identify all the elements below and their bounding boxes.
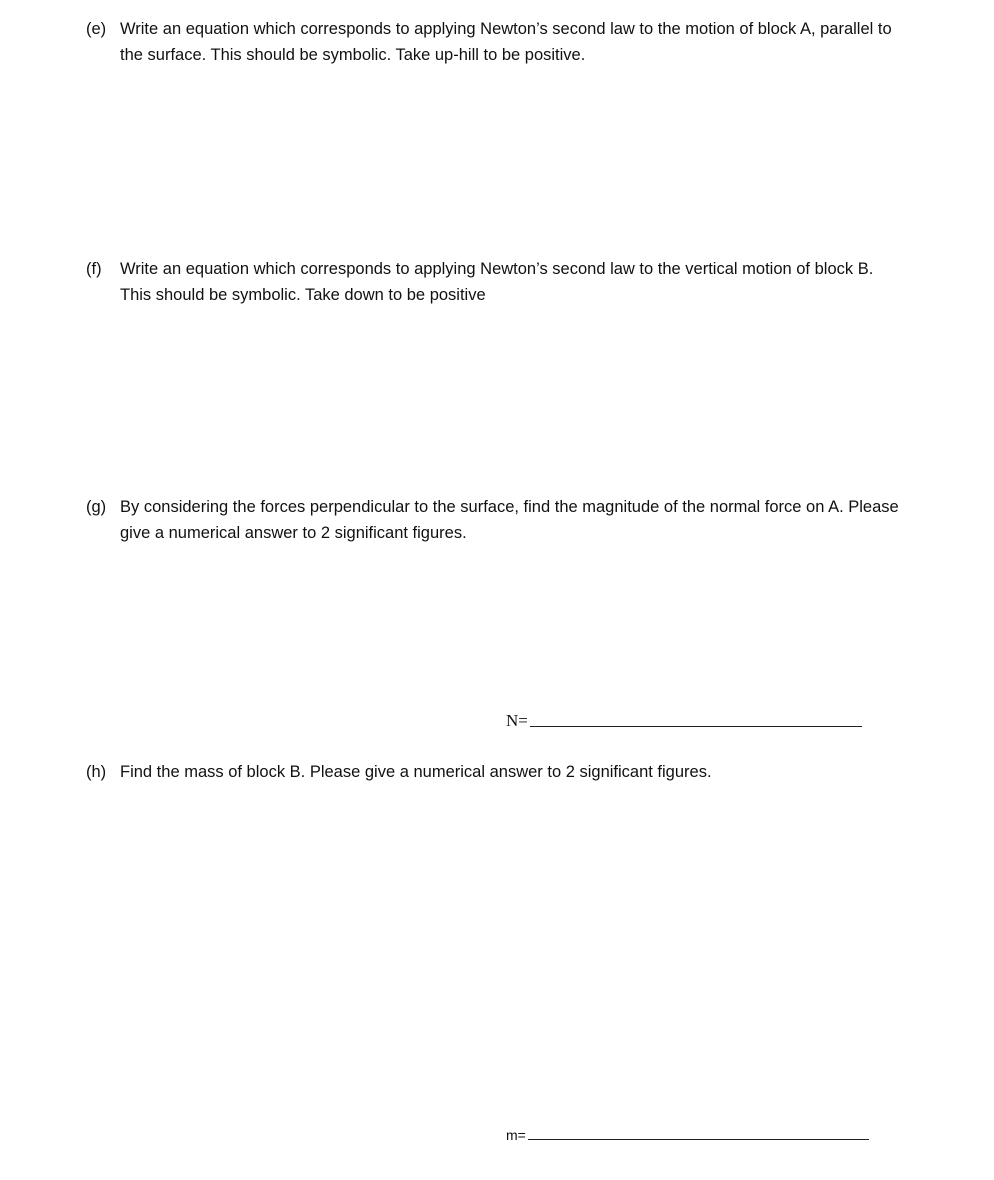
question-e-text: Write an equation which corresponds to applying Newton’s second law to the motion of block A, parallel to the surface. This should be symbolic. Take up-hill to be positive. — [120, 20, 892, 64]
question-f-label: (f) — [86, 260, 102, 278]
question-g — [86, 494, 906, 546]
question-g-text: By considering the forces perpendicular to the surface, find the magnitude of the normal force on A. Please give a numerical answer to 2 significant figures. — [120, 498, 899, 542]
question-e — [86, 16, 906, 68]
mass-answer-blank[interactable] — [528, 1139, 869, 1140]
question-e-label: (e) — [86, 20, 107, 38]
question-h-text: Find the mass of block B. Please give a numerical answer to 2 significant figures. — [120, 763, 712, 781]
question-f — [86, 256, 906, 308]
question-f-text: Write an equation which corresponds to applying Newton’s second law to the vertical motion of block B. This should be symbolic. Take down to be positive — [120, 260, 874, 304]
mass-label: m= — [506, 1127, 526, 1143]
normal-force-label: N= — [506, 711, 528, 730]
normal-force-answer-blank[interactable] — [530, 726, 862, 727]
question-h — [86, 759, 906, 785]
question-h-label: (h) — [86, 763, 107, 781]
normal-force-answer — [506, 712, 862, 729]
mass-answer — [506, 1128, 869, 1142]
question-g-label: (g) — [86, 498, 107, 516]
